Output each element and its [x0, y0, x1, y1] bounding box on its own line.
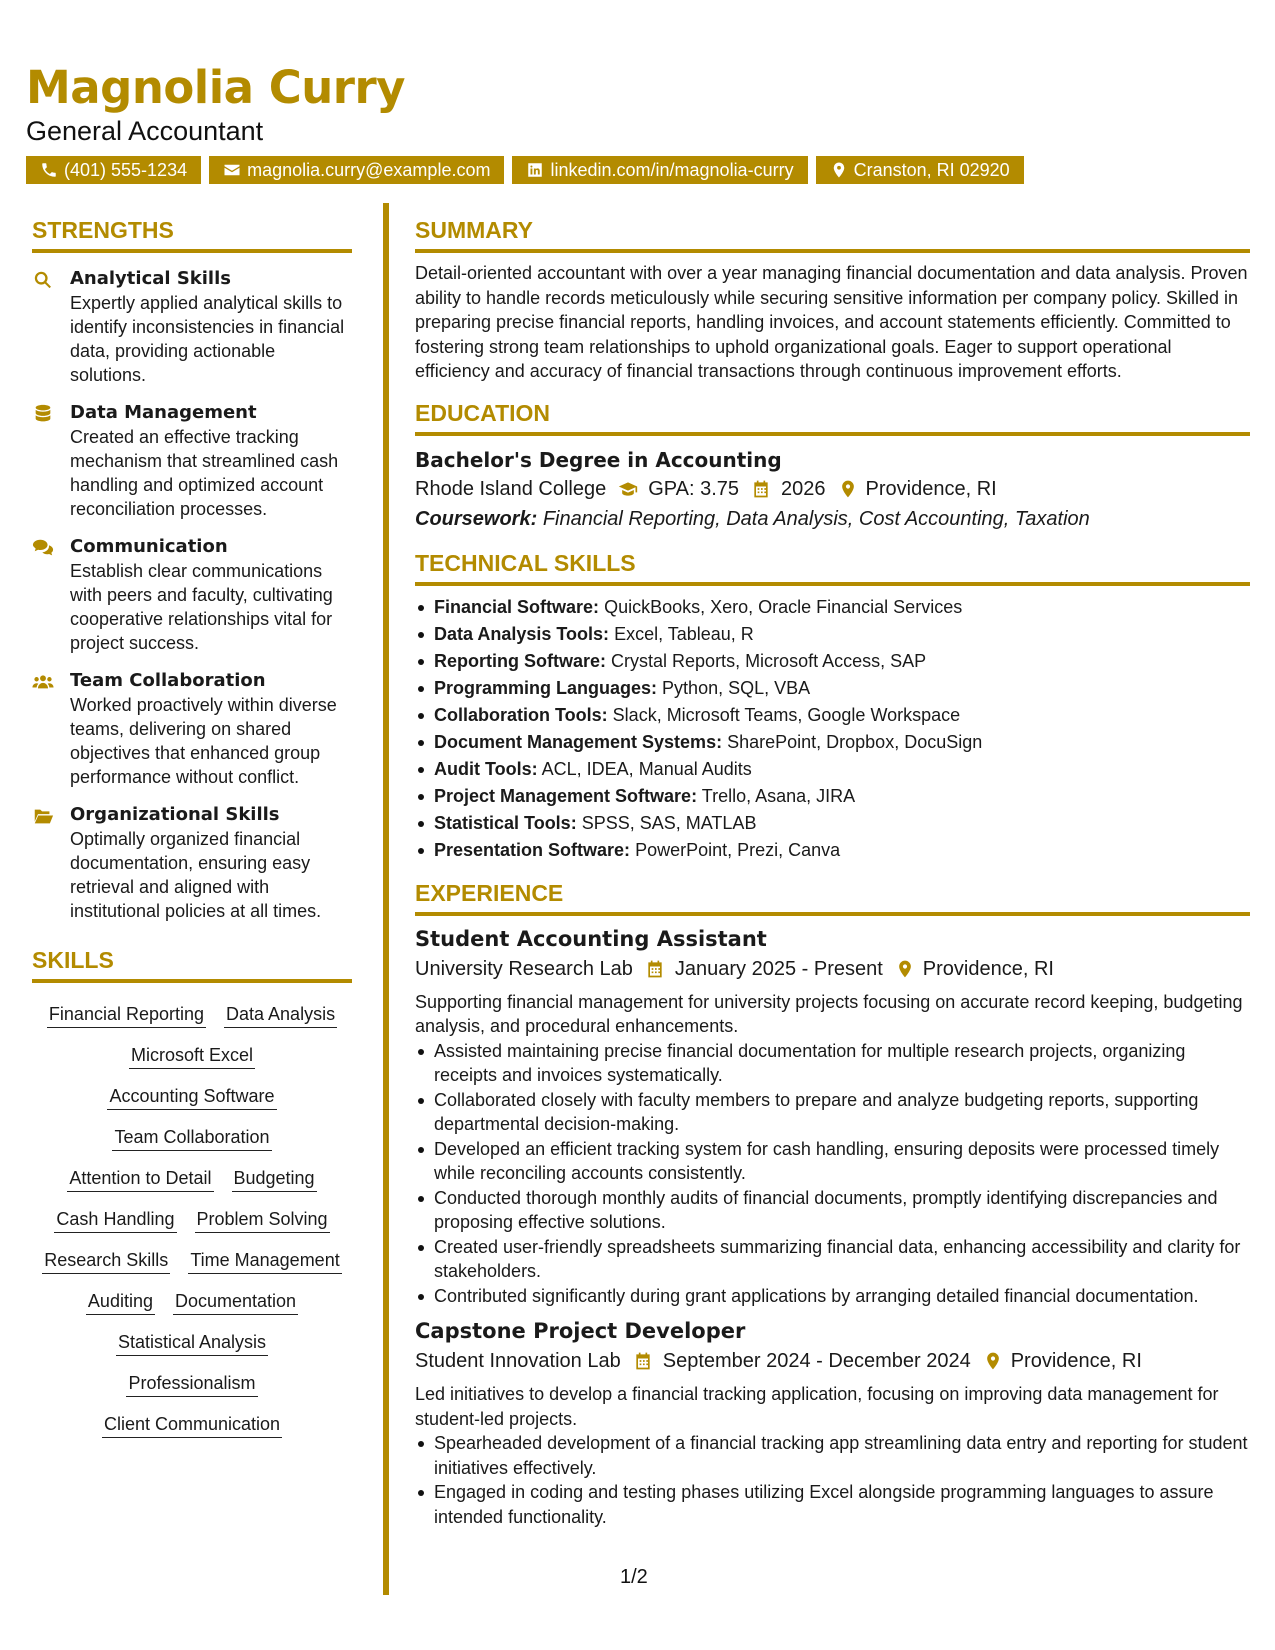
- job-bullets: [415, 1039, 1250, 1309]
- job-entry: [415, 924, 1250, 1309]
- skills-heading: SKILLS: [32, 945, 352, 983]
- strength-text: Created an effective tracking mechanism that streamlined cash handling and optimized account reconciliation processes.: [70, 427, 339, 519]
- strength-text: Expertly applied analytical skills to identify inconsistencies in financial data, providing actionable solutions.: [70, 293, 345, 385]
- map-pin-icon: [830, 161, 848, 179]
- comments-icon: [32, 537, 54, 559]
- job-title: Capstone Project Developer: [415, 1319, 746, 1343]
- skill-tag: Client Communication: [102, 1411, 282, 1438]
- tech-value: Slack, Microsoft Teams, Google Workspace: [612, 704, 961, 725]
- job-meta: [415, 954, 1250, 984]
- coursework-label: Coursework:: [415, 507, 538, 530]
- strength-title: Data Management: [70, 402, 257, 423]
- degree-title: Bachelor's Degree in Accounting: [415, 447, 782, 472]
- education-meta: [415, 474, 1250, 504]
- skill-tag: Professionalism: [126, 1370, 257, 1397]
- skill-tag: Microsoft Excel: [129, 1042, 255, 1069]
- gpa: GPA: 3.75: [648, 477, 740, 500]
- strength-item: [32, 803, 352, 923]
- graduation-year: 2026: [781, 477, 826, 500]
- contact-linkedin[interactable]: [512, 156, 807, 184]
- column-divider: [383, 203, 389, 1595]
- tech-value: Trello, Asana, JIRA: [701, 785, 856, 806]
- skill-tag: Budgeting: [232, 1165, 317, 1192]
- skill-tag: Time Management: [188, 1247, 341, 1274]
- list-item: Collaborated closely with faculty members to prepare and analyze budgeting reports, supporting departmental decision-making.: [415, 1088, 1250, 1137]
- job-org: Student Innovation Lab: [415, 1350, 621, 1372]
- skill-tag: Auditing: [86, 1288, 155, 1315]
- job-entry: [415, 1316, 1250, 1529]
- tech-label: Financial Software:: [434, 596, 600, 617]
- skill-tag: Statistical Analysis: [116, 1329, 268, 1356]
- list-item: [415, 702, 1250, 729]
- list-item: Assisted maintaining precise financial documentation for multiple research projects, organizing receipts and invoices systematically.: [415, 1039, 1250, 1088]
- tech-label: Data Analysis Tools:: [434, 623, 610, 644]
- contact-location-text: Cranston, RI 02920: [853, 159, 1010, 180]
- database-icon: [32, 403, 54, 425]
- strength-text: Optimally organized financial documentation, ensuring easy retrieval and aligned with institutional policies at all times.: [70, 829, 322, 921]
- technical-skills-heading: TECHNICAL SKILLS: [415, 548, 1250, 586]
- page-number: 1/2: [620, 1566, 648, 1588]
- tech-label: Collaboration Tools:: [434, 704, 608, 725]
- skills-list: [32, 995, 352, 1438]
- coursework: [415, 504, 1250, 534]
- education-location: Providence, RI: [865, 477, 997, 500]
- candidate-name: Magnolia Curry: [26, 61, 405, 114]
- list-item: [415, 837, 1250, 864]
- skill-tag: Data Analysis: [224, 1001, 337, 1028]
- strength-item: [32, 535, 352, 655]
- job-location: Providence, RI: [922, 957, 1054, 980]
- job-title: Student Accounting Assistant: [415, 926, 767, 951]
- strength-title: Analytical Skills: [70, 268, 231, 289]
- skill-tag: Attention to Detail: [67, 1165, 213, 1192]
- contact-email-text: magnolia.curry@example.com: [247, 159, 491, 180]
- job-org: University Research Lab: [415, 957, 633, 980]
- tech-value: SharePoint, Dropbox, DocuSign: [727, 731, 983, 752]
- list-item: [415, 621, 1250, 648]
- summary-text: Detail-oriented accountant with over a year managing financial documentation and data analysis. Proven ability to handle records meticulously while securing sensitive information per company policy. Skilled in preparing precise financial reports, handling invoices, and account statements efficiently. Committed to fostering strong team relationships to uphold organizational goals. Eager to support operational efficiency and accuracy of financial transactions through continuous improvement efforts.: [415, 263, 1248, 381]
- tech-value: QuickBooks, Xero, Oracle Financial Services: [604, 596, 963, 617]
- map-pin-icon: [983, 1351, 1003, 1371]
- job-location: Providence, RI: [1010, 1350, 1142, 1372]
- summary-heading: SUMMARY: [415, 215, 1250, 253]
- left-column: [32, 215, 352, 1438]
- list-item: [415, 594, 1250, 621]
- phone-icon: [40, 161, 58, 179]
- strengths-heading: STRENGTHS: [32, 215, 352, 253]
- contact-phone[interactable]: [26, 156, 201, 184]
- list-item: Spearheaded development of a financial tracking app streamlining data entry and reporting for student initiatives effectively.: [415, 1431, 1250, 1480]
- list-item: Created user-friendly spreadsheets summarizing financial data, enhancing accessibility and clarity for stakeholders.: [415, 1235, 1250, 1284]
- experience-heading: EXPERIENCE: [415, 878, 1250, 916]
- folder-open-icon: [32, 805, 54, 827]
- skill-tag: Problem Solving: [195, 1206, 330, 1233]
- strength-title: Organizational Skills: [70, 804, 280, 825]
- map-pin-icon: [895, 959, 915, 979]
- list-item: [415, 810, 1250, 837]
- list-item: Contributed significantly during grant applications by arranging detailed financial documentation.: [415, 1284, 1250, 1309]
- map-pin-icon: [838, 479, 858, 499]
- tech-label: Statistical Tools:: [434, 812, 577, 833]
- linkedin-icon: [526, 161, 544, 179]
- graduation-cap-icon: [618, 479, 638, 499]
- users-icon: [32, 671, 54, 693]
- list-item: [415, 648, 1250, 675]
- strength-title: Communication: [70, 536, 228, 557]
- list-item: [415, 729, 1250, 756]
- contact-location[interactable]: [816, 156, 1024, 184]
- tech-label: Reporting Software:: [434, 650, 607, 671]
- strength-item: [32, 267, 352, 387]
- strength-item: [32, 401, 352, 521]
- tech-label: Document Management Systems:: [434, 731, 723, 752]
- search-icon: [32, 269, 54, 291]
- tech-value: SPSS, SAS, MATLAB: [581, 812, 757, 833]
- right-column: [415, 215, 1250, 1537]
- job-dates: January 2025 - Present: [674, 957, 883, 980]
- envelope-icon: [223, 161, 241, 179]
- strength-text: Establish clear communications with peers and faculty, cultivating cooperative relationships vital for project success.: [70, 561, 333, 653]
- tech-value: Python, SQL, VBA: [662, 677, 811, 698]
- list-item: Conducted thorough monthly audits of financial documents, promptly identifying discrepancies and proposing effective solutions.: [415, 1186, 1250, 1235]
- skill-tag: Financial Reporting: [47, 1001, 206, 1028]
- tech-value: Excel, Tableau, R: [614, 623, 754, 644]
- tech-label: Audit Tools:: [434, 758, 538, 779]
- list-item: Engaged in coding and testing phases utilizing Excel alongside programming languages to assure intended functionality.: [415, 1480, 1250, 1529]
- list-item: Developed an efficient tracking system for cash handling, ensuring deposits were processed timely while reconciling accounts consistently.: [415, 1137, 1250, 1186]
- skill-tag: Accounting Software: [107, 1083, 276, 1110]
- education-heading: EDUCATION: [415, 398, 1250, 436]
- skill-tag: Research Skills: [42, 1247, 170, 1274]
- resume-header: [26, 60, 1256, 184]
- skill-tag: Team Collaboration: [112, 1124, 271, 1151]
- technical-skills-list: [415, 594, 1250, 864]
- contact-bar: [26, 156, 1256, 184]
- job-description: Led initiatives to develop a financial tracking application, focusing on improving data management for student-led projects.: [415, 1384, 1219, 1429]
- tech-label: Presentation Software:: [434, 839, 631, 860]
- tech-value: Crystal Reports, Microsoft Access, SAP: [611, 650, 927, 671]
- school-name: Rhode Island College: [415, 477, 607, 500]
- strength-text: Worked proactively within diverse teams, delivering on shared objectives that enhanced group performance without conflict.: [70, 695, 337, 787]
- contact-phone-text: (401) 555-1234: [64, 159, 188, 180]
- coursework-list: Financial Reporting, Data Analysis, Cost Accounting, Taxation: [542, 507, 1090, 530]
- contact-linkedin-text: linkedin.com/in/magnolia-curry: [550, 159, 794, 180]
- skill-tag: Documentation: [173, 1288, 298, 1315]
- candidate-role: General Accountant: [26, 116, 264, 146]
- job-bullets: [415, 1431, 1250, 1529]
- tech-value: ACL, IDEA, Manual Audits: [541, 758, 752, 779]
- strength-title: Team Collaboration: [70, 670, 266, 691]
- strength-item: [32, 669, 352, 789]
- calendar-icon: [633, 1351, 653, 1371]
- contact-email[interactable]: [209, 156, 504, 184]
- tech-value: PowerPoint, Prezi, Canva: [635, 839, 841, 860]
- tech-label: Programming Languages:: [434, 677, 658, 698]
- skill-tag: Cash Handling: [54, 1206, 176, 1233]
- job-meta: [415, 1346, 1250, 1376]
- tech-label: Project Management Software:: [434, 785, 698, 806]
- calendar-icon: [751, 479, 771, 499]
- list-item: [415, 783, 1250, 810]
- list-item: [415, 756, 1250, 783]
- job-dates: September 2024 - December 2024: [662, 1350, 971, 1372]
- list-item: [415, 675, 1250, 702]
- calendar-icon: [645, 959, 665, 979]
- job-description: Supporting financial management for university projects focusing on accurate record keeping, budgeting analysis, and procedural enhancements.: [415, 991, 1243, 1036]
